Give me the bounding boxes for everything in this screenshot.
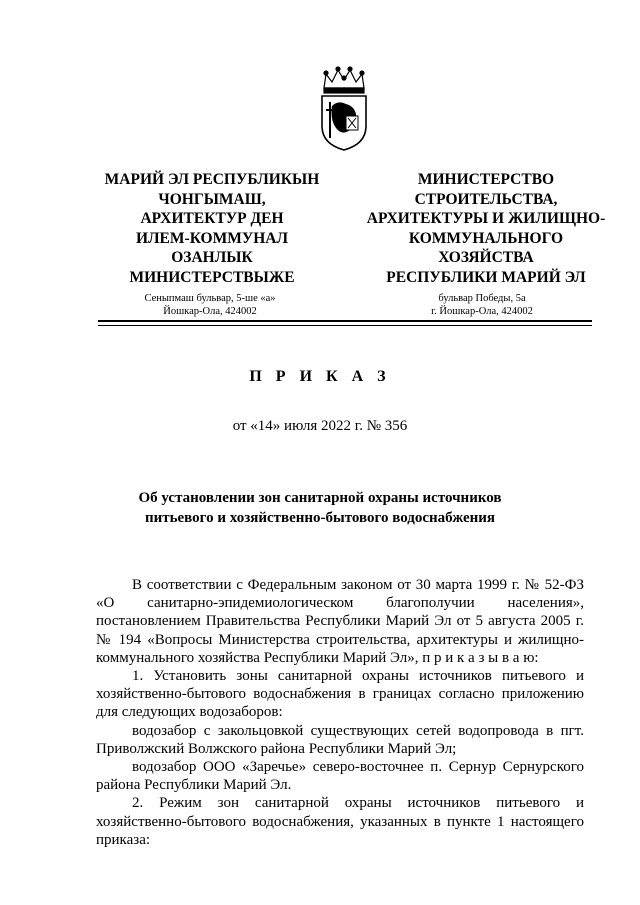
header-line: АРХИТЕКТУР ДЕН [140, 210, 284, 228]
document-subject [110, 488, 530, 528]
header-line: ХОЗЯЙСТВА [438, 249, 534, 267]
address-line: Йошкар-Ола, 424002 [163, 306, 257, 317]
ministry-name-russian [346, 170, 626, 288]
address-line: г. Йошкар-Ола, 424002 [431, 306, 533, 317]
ministry-name-mari [82, 170, 342, 288]
body-paragraph: 1. Установить зоны санитарной охраны источников питьевого и хозяйственно-бытового водоснабжения в границах согласно приложению для следующих водозаборов: [96, 668, 584, 721]
header-line: СТРОИТЕЛЬСТВА, [414, 190, 558, 208]
document-title: П Р И К А З [249, 368, 391, 385]
header-line: РЕСПУБЛИКИ МАРИЙ ЭЛ [386, 268, 586, 286]
header-line: ИЛЕМ-КОММУНАЛ [135, 229, 289, 247]
header-divider-thin [98, 325, 592, 326]
address-line: Сеныпмаш бульвар, 5-ше «а» [144, 293, 276, 304]
address-mari [110, 292, 310, 318]
document-body [96, 576, 584, 849]
header-line: АРХИТЕКТУРЫ И ЖИЛИЩНО- [366, 210, 606, 228]
subject-line: Об установлении зон санитарной охраны источников [138, 490, 502, 506]
header-divider-thick [98, 320, 592, 322]
body-paragraph: 2. Режим зон санитарной охраны источников питьевого и хозяйственно-бытового водоснабжения, указанных в пункте 1 настоящего приказа: [96, 795, 584, 848]
header-line: ОЗАНЛЫК [171, 249, 253, 267]
header-line: МИНИСТЕРСТВО [417, 171, 555, 188]
body-paragraph: водозабор ООО «Заречье» северо-восточнее п. Сернур Сернурского района Республики Марий Эл. [96, 759, 584, 794]
address-russian [372, 292, 592, 318]
header-line: ЧОНГЫМАШ, [158, 190, 266, 208]
address-line: бульвар Победы, 5а [438, 293, 526, 304]
document-date-number: от «14» июля 2022 г. № 356 [232, 418, 408, 434]
subject-line: питьевого и хозяйственно-бытового водоснабжения [144, 510, 496, 526]
header-line: МАРИЙ ЭЛ РЕСПУБЛИКЫН [104, 171, 320, 188]
coat-of-arms-emblem [316, 66, 372, 152]
header-line: КОММУНАЛЬНОГО [408, 229, 564, 247]
body-paragraph: водозабор с закольцовкой существующих сетей водопровода в пгт. Приволжский Волжского района Республики Марий Эл; [96, 722, 584, 757]
header-line: МИНИСТЕРСТВЫЖЕ [129, 268, 295, 286]
body-paragraph: В соответствии с Федеральным законом от 30 марта 1999 г. № 52-ФЗ «О санитарно-эпидемиологическом благополучии населения», постановлением Правительства Республики Марий Эл от 5 августа 2005 г. № 194 «Вопросы Министерства строительства, архитектуры и жилищно-коммунального хозяйства Республики Марий Эл», п р и к а з ы в а ю: [96, 577, 584, 666]
